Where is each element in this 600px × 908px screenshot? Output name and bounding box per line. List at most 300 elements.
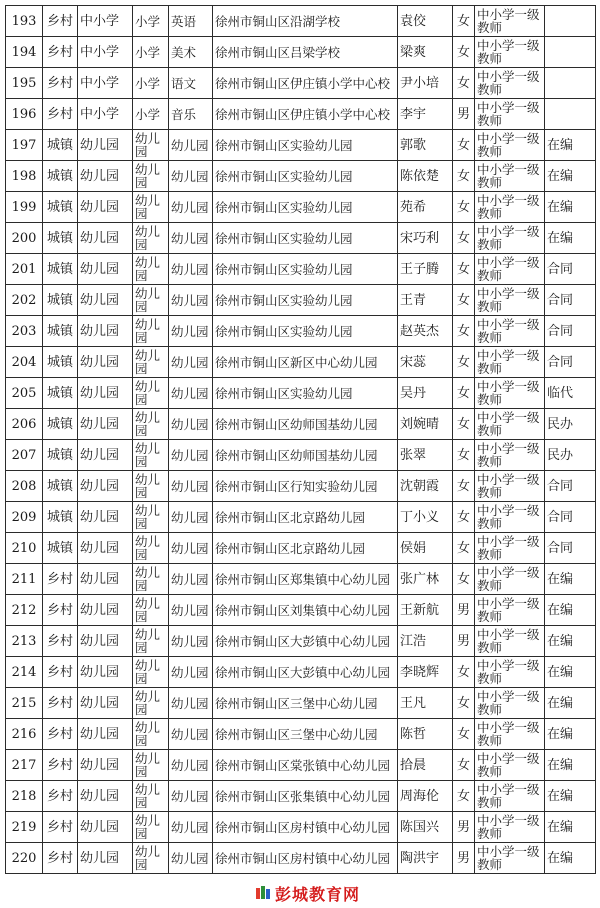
school-name-cell: 徐州市铜山区大彭镇中心幼儿园 [213,657,398,688]
teacher-name-cell: 苑希 [398,192,453,223]
title-grade-cell: 中小学一级教师 [475,781,545,812]
subject-cell: 音乐 [169,99,213,130]
row-number-cell: 195 [6,68,43,99]
gender-cell: 女 [453,440,475,471]
school-level-cell: 幼儿园 [78,192,133,223]
teacher-name-cell: 尹小培 [398,68,453,99]
teacher-name-cell: 王青 [398,285,453,316]
area-type-cell: 城镇 [43,254,78,285]
staffing-type-cell [545,99,596,130]
teacher-name-cell: 王子腾 [398,254,453,285]
title-grade-cell: 中小学一级教师 [475,254,545,285]
school-level-cell: 幼儿园 [78,471,133,502]
school-name-cell: 徐州市铜山区实验幼儿园 [213,130,398,161]
school-level-cell: 幼儿园 [78,502,133,533]
area-type-cell: 城镇 [43,192,78,223]
row-number-cell: 219 [6,812,43,843]
row-number-cell: 209 [6,502,43,533]
subject-cell: 语文 [169,68,213,99]
table-row [6,99,596,130]
subject-cell: 幼儿园 [169,502,213,533]
school-level-cell: 中小学 [78,68,133,99]
section-cell: 幼儿园 [133,719,169,750]
title-grade-cell: 中小学一级教师 [475,192,545,223]
staffing-type-cell: 在编 [545,130,596,161]
teacher-name-cell: 宋蕊 [398,347,453,378]
subject-cell: 幼儿园 [169,843,213,874]
table-row [6,192,596,223]
section-cell: 幼儿园 [133,161,169,192]
table-row [6,843,596,874]
gender-cell: 女 [453,409,475,440]
staffing-type-cell [545,68,596,99]
area-type-cell: 乡村 [43,750,78,781]
teacher-name-cell: 张广林 [398,564,453,595]
area-type-cell: 城镇 [43,347,78,378]
subject-cell: 幼儿园 [169,750,213,781]
area-type-cell: 城镇 [43,409,78,440]
gender-cell: 女 [453,192,475,223]
title-grade-cell: 中小学一级教师 [475,657,545,688]
gender-cell: 女 [453,347,475,378]
school-level-cell: 中小学 [78,6,133,37]
subject-cell: 幼儿园 [169,781,213,812]
staffing-type-cell: 民办 [545,440,596,471]
title-grade-cell: 中小学一级教师 [475,502,545,533]
section-cell: 幼儿园 [133,285,169,316]
school-name-cell: 徐州市铜山区伊庄镇小学中心校 [213,99,398,130]
school-level-cell: 幼儿园 [78,223,133,254]
area-type-cell: 城镇 [43,533,78,564]
table-row [6,161,596,192]
staffing-type-cell: 在编 [545,595,596,626]
subject-cell: 幼儿园 [169,316,213,347]
section-cell: 幼儿园 [133,595,169,626]
school-name-cell: 徐州市铜山区张集镇中心幼儿园 [213,781,398,812]
row-number-cell: 203 [6,316,43,347]
title-grade-cell: 中小学一级教师 [475,626,545,657]
area-type-cell: 乡村 [43,657,78,688]
row-number-cell: 220 [6,843,43,874]
row-number-cell: 217 [6,750,43,781]
title-grade-cell: 中小学一级教师 [475,719,545,750]
table-row [6,37,596,68]
school-level-cell: 幼儿园 [78,409,133,440]
section-cell: 幼儿园 [133,254,169,285]
subject-cell: 幼儿园 [169,595,213,626]
section-cell: 小学 [133,99,169,130]
table-row [6,378,596,409]
gender-cell: 女 [453,223,475,254]
teacher-name-cell: 吴丹 [398,378,453,409]
table-row [6,688,596,719]
staffing-type-cell: 合同 [545,502,596,533]
area-type-cell: 乡村 [43,6,78,37]
staffing-type-cell: 在编 [545,843,596,874]
title-grade-cell: 中小学一级教师 [475,750,545,781]
row-number-cell: 197 [6,130,43,161]
row-number-cell: 201 [6,254,43,285]
staffing-type-cell: 在编 [545,812,596,843]
row-number-cell: 193 [6,6,43,37]
title-grade-cell: 中小学一级教师 [475,688,545,719]
teacher-name-cell: 周海伦 [398,781,453,812]
row-number-cell: 211 [6,564,43,595]
title-grade-cell: 中小学一级教师 [475,99,545,130]
staffing-type-cell: 合同 [545,471,596,502]
title-grade-cell: 中小学一级教师 [475,347,545,378]
book-logo-icon [255,885,271,901]
row-number-cell: 205 [6,378,43,409]
section-cell: 幼儿园 [133,533,169,564]
staffing-type-cell: 在编 [545,657,596,688]
school-level-cell: 幼儿园 [78,750,133,781]
row-number-cell: 212 [6,595,43,626]
school-name-cell: 徐州市铜山区实验幼儿园 [213,223,398,254]
area-type-cell: 城镇 [43,502,78,533]
school-name-cell: 徐州市铜山区北京路幼儿园 [213,533,398,564]
title-grade-cell: 中小学一级教师 [475,812,545,843]
section-cell: 幼儿园 [133,781,169,812]
row-number-cell: 216 [6,719,43,750]
area-type-cell: 乡村 [43,781,78,812]
table-row [6,285,596,316]
teacher-name-cell: 李宇 [398,99,453,130]
staffing-type-cell [545,37,596,68]
gender-cell: 女 [453,130,475,161]
subject-cell: 幼儿园 [169,285,213,316]
staffing-type-cell: 在编 [545,161,596,192]
area-type-cell: 城镇 [43,471,78,502]
section-cell: 幼儿园 [133,347,169,378]
title-grade-cell: 中小学一级教师 [475,533,545,564]
table-row [6,564,596,595]
teacher-name-cell: 陈哲 [398,719,453,750]
staffing-type-cell: 合同 [545,285,596,316]
section-cell: 小学 [133,68,169,99]
area-type-cell: 城镇 [43,223,78,254]
teacher-name-cell: 侯娟 [398,533,453,564]
school-name-cell: 徐州市铜山区实验幼儿园 [213,378,398,409]
row-number-cell: 218 [6,781,43,812]
teacher-name-cell: 郭歌 [398,130,453,161]
school-name-cell: 徐州市铜山区行知实验幼儿园 [213,471,398,502]
subject-cell: 幼儿园 [169,533,213,564]
teacher-name-cell: 梁爽 [398,37,453,68]
gender-cell: 女 [453,719,475,750]
table-row [6,657,596,688]
table-row [6,533,596,564]
school-name-cell: 徐州市铜山区实验幼儿园 [213,254,398,285]
gender-cell: 女 [453,37,475,68]
gender-cell: 男 [453,812,475,843]
row-number-cell: 200 [6,223,43,254]
subject-cell: 幼儿园 [169,223,213,254]
teacher-name-cell: 陈依楚 [398,161,453,192]
section-cell: 幼儿园 [133,471,169,502]
title-grade-cell: 中小学一级教师 [475,843,545,874]
gender-cell: 女 [453,68,475,99]
area-type-cell: 乡村 [43,99,78,130]
table-row [6,471,596,502]
section-cell: 幼儿园 [133,688,169,719]
subject-cell: 幼儿园 [169,626,213,657]
title-grade-cell: 中小学一级教师 [475,68,545,99]
staffing-type-cell: 在编 [545,781,596,812]
title-grade-cell: 中小学一级教师 [475,564,545,595]
teacher-name-cell: 袁佼 [398,6,453,37]
subject-cell: 幼儿园 [169,471,213,502]
area-type-cell: 乡村 [43,626,78,657]
table-row [6,409,596,440]
section-cell: 小学 [133,6,169,37]
title-grade-cell: 中小学一级教师 [475,409,545,440]
school-name-cell: 徐州市铜山区幼师国基幼儿园 [213,440,398,471]
school-name-cell: 徐州市铜山区大彭镇中心幼儿园 [213,626,398,657]
section-cell: 幼儿园 [133,130,169,161]
teacher-name-cell: 王凡 [398,688,453,719]
school-name-cell: 徐州市铜山区北京路幼儿园 [213,502,398,533]
section-cell: 幼儿园 [133,502,169,533]
school-name-cell: 徐州市铜山区刘集镇中心幼儿园 [213,595,398,626]
row-number-cell: 204 [6,347,43,378]
subject-cell: 幼儿园 [169,378,213,409]
title-grade-cell: 中小学一级教师 [475,595,545,626]
area-type-cell: 乡村 [43,843,78,874]
staffing-type-cell: 民办 [545,409,596,440]
title-grade-cell: 中小学一级教师 [475,316,545,347]
gender-cell: 女 [453,471,475,502]
gender-cell: 男 [453,843,475,874]
school-name-cell: 徐州市铜山区实验幼儿园 [213,161,398,192]
school-level-cell: 幼儿园 [78,657,133,688]
title-grade-cell: 中小学一级教师 [475,6,545,37]
gender-cell: 女 [453,657,475,688]
gender-cell: 女 [453,161,475,192]
school-level-cell: 幼儿园 [78,161,133,192]
school-level-cell: 幼儿园 [78,285,133,316]
gender-cell: 女 [453,750,475,781]
school-name-cell: 徐州市铜山区郑集镇中心幼儿园 [213,564,398,595]
gender-cell: 男 [453,626,475,657]
school-level-cell: 幼儿园 [78,378,133,409]
table-row [6,812,596,843]
teacher-name-cell: 王新航 [398,595,453,626]
school-level-cell: 幼儿园 [78,719,133,750]
table-row [6,223,596,254]
school-level-cell: 幼儿园 [78,688,133,719]
roster-body [6,6,596,874]
subject-cell: 幼儿园 [169,564,213,595]
row-number-cell: 202 [6,285,43,316]
title-grade-cell: 中小学一级教师 [475,285,545,316]
row-number-cell: 208 [6,471,43,502]
area-type-cell: 乡村 [43,688,78,719]
teacher-name-cell: 李晓辉 [398,657,453,688]
school-level-cell: 幼儿园 [78,130,133,161]
subject-cell: 幼儿园 [169,254,213,285]
gender-cell: 女 [453,285,475,316]
table-row [6,254,596,285]
school-name-cell: 徐州市铜山区房村镇中心幼儿园 [213,812,398,843]
row-number-cell: 215 [6,688,43,719]
school-level-cell: 幼儿园 [78,843,133,874]
school-name-cell: 徐州市铜山区三堡中心幼儿园 [213,688,398,719]
school-name-cell: 徐州市铜山区伊庄镇小学中心校 [213,68,398,99]
subject-cell: 幼儿园 [169,440,213,471]
section-cell: 幼儿园 [133,409,169,440]
staffing-type-cell: 在编 [545,750,596,781]
table-row [6,781,596,812]
area-type-cell: 城镇 [43,440,78,471]
area-type-cell: 城镇 [43,161,78,192]
subject-cell: 幼儿园 [169,130,213,161]
area-type-cell: 乡村 [43,564,78,595]
school-level-cell: 中小学 [78,37,133,68]
gender-cell: 男 [453,99,475,130]
area-type-cell: 乡村 [43,812,78,843]
school-name-cell: 徐州市铜山区棠张镇中心幼儿园 [213,750,398,781]
gender-cell: 女 [453,502,475,533]
row-number-cell: 214 [6,657,43,688]
subject-cell: 幼儿园 [169,161,213,192]
watermark-text: 彭城教育网 [275,884,361,904]
school-level-cell: 幼儿园 [78,316,133,347]
title-grade-cell: 中小学一级教师 [475,378,545,409]
teacher-name-cell: 刘婉晴 [398,409,453,440]
subject-cell: 幼儿园 [169,688,213,719]
teacher-name-cell: 宋巧利 [398,223,453,254]
school-level-cell: 幼儿园 [78,533,133,564]
staffing-type-cell: 在编 [545,719,596,750]
gender-cell: 女 [453,6,475,37]
staffing-type-cell: 在编 [545,223,596,254]
table-row [6,68,596,99]
subject-cell: 英语 [169,6,213,37]
table-row [6,719,596,750]
row-number-cell: 194 [6,37,43,68]
section-cell: 幼儿园 [133,192,169,223]
staffing-type-cell: 合同 [545,347,596,378]
section-cell: 幼儿园 [133,812,169,843]
subject-cell: 幼儿园 [169,192,213,223]
school-level-cell: 中小学 [78,99,133,130]
subject-cell: 幼儿园 [169,719,213,750]
teacher-name-cell: 赵英杰 [398,316,453,347]
gender-cell: 女 [453,533,475,564]
area-type-cell: 城镇 [43,378,78,409]
section-cell: 幼儿园 [133,564,169,595]
section-cell: 幼儿园 [133,626,169,657]
table-row [6,347,596,378]
subject-cell: 幼儿园 [169,347,213,378]
title-grade-cell: 中小学一级教师 [475,37,545,68]
area-type-cell: 乡村 [43,595,78,626]
subject-cell: 幼儿园 [169,409,213,440]
subject-cell: 幼儿园 [169,657,213,688]
row-number-cell: 213 [6,626,43,657]
section-cell: 幼儿园 [133,657,169,688]
section-cell: 幼儿园 [133,843,169,874]
title-grade-cell: 中小学一级教师 [475,130,545,161]
table-row [6,502,596,533]
teacher-name-cell: 江浩 [398,626,453,657]
section-cell: 小学 [133,37,169,68]
subject-cell: 幼儿园 [169,812,213,843]
gender-cell: 女 [453,316,475,347]
title-grade-cell: 中小学一级教师 [475,440,545,471]
table-row [6,595,596,626]
gender-cell: 女 [453,378,475,409]
section-cell: 幼儿园 [133,378,169,409]
row-number-cell: 207 [6,440,43,471]
table-row [6,626,596,657]
subject-cell: 美术 [169,37,213,68]
row-number-cell: 199 [6,192,43,223]
staffing-type-cell: 在编 [545,626,596,657]
row-number-cell: 196 [6,99,43,130]
staffing-type-cell [545,6,596,37]
staffing-type-cell: 在编 [545,688,596,719]
school-level-cell: 幼儿园 [78,440,133,471]
table-row [6,130,596,161]
school-level-cell: 幼儿园 [78,812,133,843]
school-name-cell: 徐州市铜山区房村镇中心幼儿园 [213,843,398,874]
school-name-cell: 徐州市铜山区吕梁学校 [213,37,398,68]
table-row [6,6,596,37]
school-level-cell: 幼儿园 [78,781,133,812]
teacher-name-cell: 张翠 [398,440,453,471]
school-name-cell: 徐州市铜山区实验幼儿园 [213,316,398,347]
title-grade-cell: 中小学一级教师 [475,471,545,502]
table-row [6,750,596,781]
teacher-name-cell: 拾晨 [398,750,453,781]
school-name-cell: 徐州市铜山区幼师国基幼儿园 [213,409,398,440]
row-number-cell: 210 [6,533,43,564]
section-cell: 幼儿园 [133,223,169,254]
area-type-cell: 城镇 [43,285,78,316]
staffing-type-cell: 合同 [545,316,596,347]
table-row [6,316,596,347]
teacher-name-cell: 沈朝霞 [398,471,453,502]
watermark [255,882,395,904]
school-name-cell: 徐州市铜山区沿湖学校 [213,6,398,37]
area-type-cell: 城镇 [43,316,78,347]
staffing-type-cell: 临代 [545,378,596,409]
row-number-cell: 198 [6,161,43,192]
teacher-roster-table [5,5,596,874]
section-cell: 幼儿园 [133,750,169,781]
area-type-cell: 乡村 [43,68,78,99]
area-type-cell: 乡村 [43,719,78,750]
section-cell: 幼儿园 [133,316,169,347]
staffing-type-cell: 在编 [545,564,596,595]
teacher-name-cell: 陈国兴 [398,812,453,843]
school-level-cell: 幼儿园 [78,347,133,378]
title-grade-cell: 中小学一级教师 [475,223,545,254]
school-name-cell: 徐州市铜山区实验幼儿园 [213,285,398,316]
staffing-type-cell: 合同 [545,254,596,285]
section-cell: 幼儿园 [133,440,169,471]
gender-cell: 女 [453,781,475,812]
title-grade-cell: 中小学一级教师 [475,161,545,192]
gender-cell: 女 [453,688,475,719]
teacher-name-cell: 陶洪宇 [398,843,453,874]
gender-cell: 女 [453,564,475,595]
staffing-type-cell: 在编 [545,192,596,223]
school-name-cell: 徐州市铜山区实验幼儿园 [213,192,398,223]
school-level-cell: 幼儿园 [78,564,133,595]
